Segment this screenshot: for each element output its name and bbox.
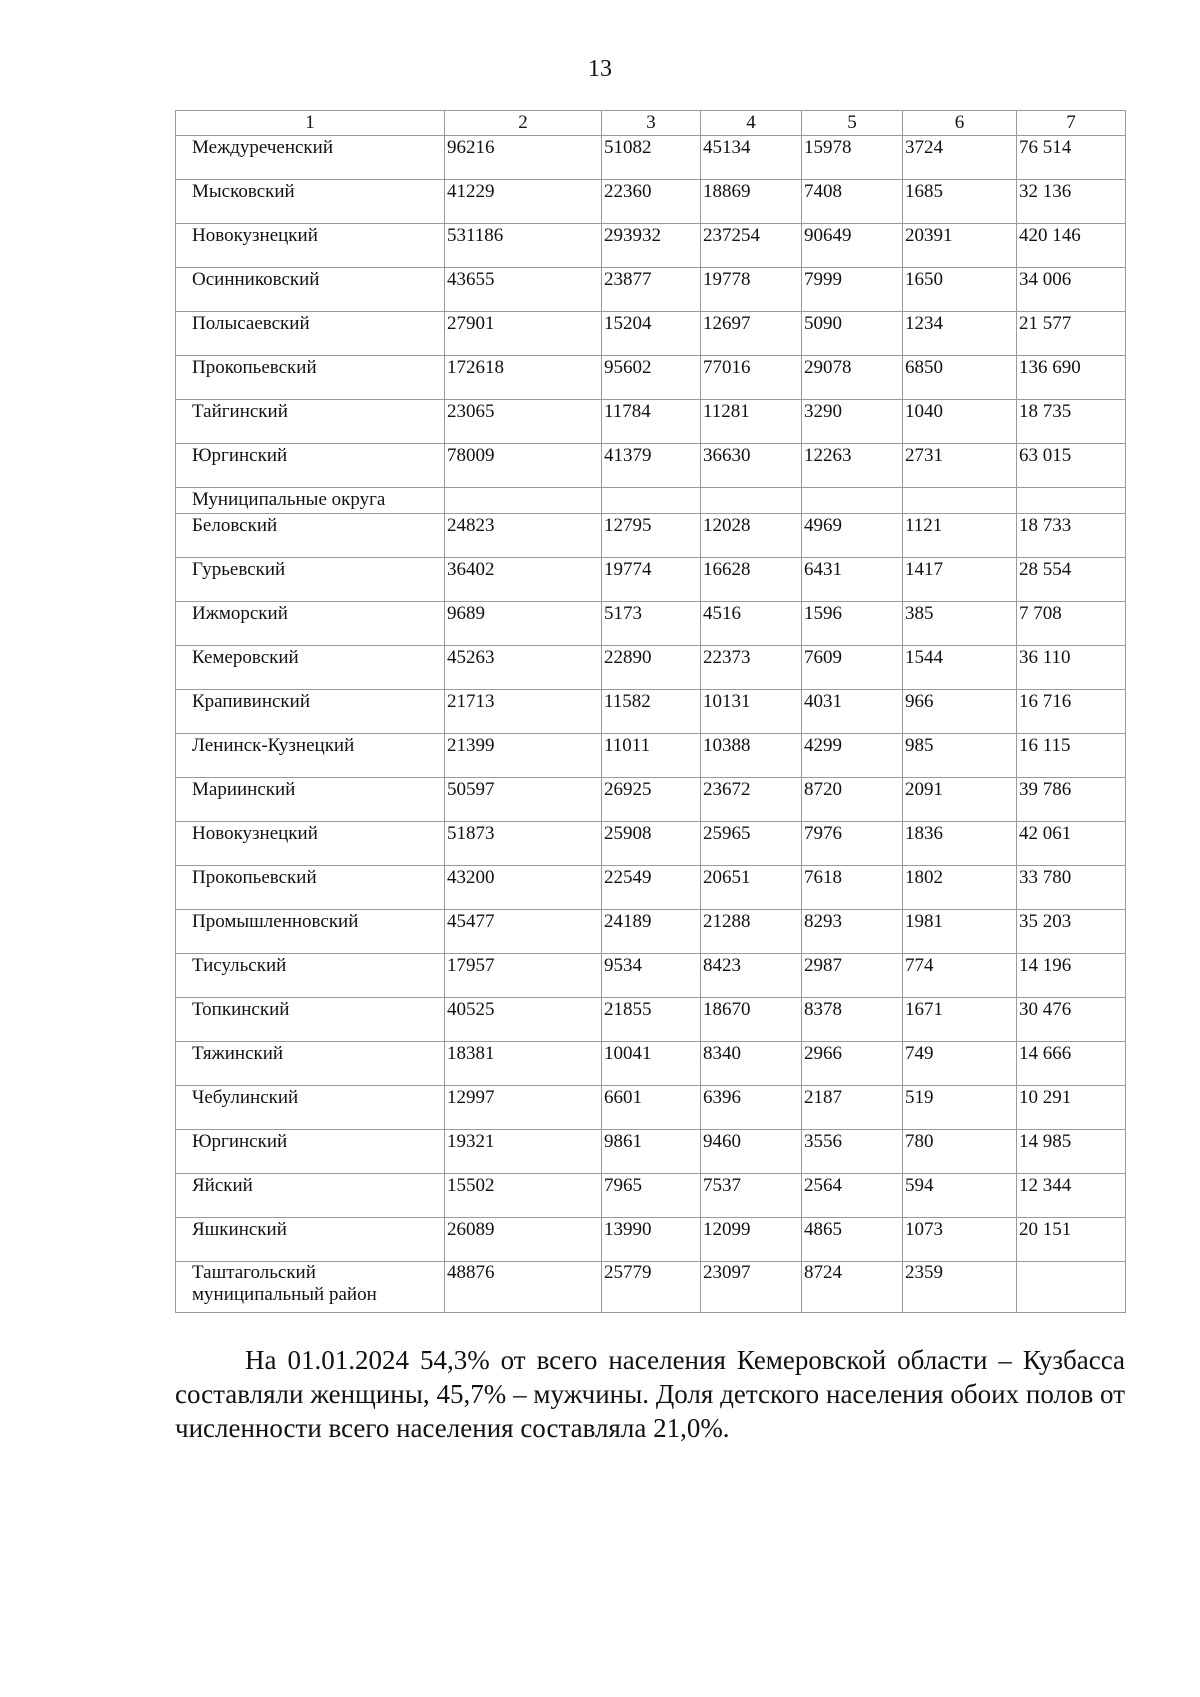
value-cell: 36630 bbox=[701, 444, 802, 488]
value-cell: 594 bbox=[903, 1174, 1017, 1218]
territory-name-cell: Кемеровский bbox=[176, 646, 445, 690]
value-cell: 43200 bbox=[445, 866, 602, 910]
table-row bbox=[176, 356, 1126, 400]
table-row bbox=[176, 1218, 1126, 1262]
value-cell: 7999 bbox=[802, 268, 903, 312]
table-row bbox=[176, 910, 1126, 954]
value-cell: 8724 bbox=[802, 1262, 903, 1313]
table-row bbox=[176, 1174, 1126, 1218]
value-cell: 76 514 bbox=[1017, 136, 1126, 180]
value-cell: 35 203 bbox=[1017, 910, 1126, 954]
value-cell: 1121 bbox=[903, 514, 1017, 558]
value-cell: 90649 bbox=[802, 224, 903, 268]
table-row bbox=[176, 558, 1126, 602]
table-row bbox=[176, 268, 1126, 312]
value-cell: 2187 bbox=[802, 1086, 903, 1130]
value-cell: 10388 bbox=[701, 734, 802, 778]
value-cell: 14 985 bbox=[1017, 1130, 1126, 1174]
value-cell: 32 136 bbox=[1017, 180, 1126, 224]
value-cell: 293932 bbox=[602, 224, 701, 268]
value-cell: 3290 bbox=[802, 400, 903, 444]
value-cell: 23672 bbox=[701, 778, 802, 822]
value-cell: 24189 bbox=[602, 910, 701, 954]
value-cell: 7618 bbox=[802, 866, 903, 910]
table-row bbox=[176, 224, 1126, 268]
territory-name-cell: Гурьевский bbox=[176, 558, 445, 602]
value-cell: 7408 bbox=[802, 180, 903, 224]
table-row bbox=[176, 998, 1126, 1042]
value-cell: 40525 bbox=[445, 998, 602, 1042]
value-cell: 15978 bbox=[802, 136, 903, 180]
value-cell: 4969 bbox=[802, 514, 903, 558]
value-cell: 13990 bbox=[602, 1218, 701, 1262]
territory-name-cell: Тисульский bbox=[176, 954, 445, 998]
value-cell: 25965 bbox=[701, 822, 802, 866]
table-row bbox=[176, 866, 1126, 910]
table-row bbox=[176, 444, 1126, 488]
territory-name-cell: Прокопьевский bbox=[176, 866, 445, 910]
value-cell: 41229 bbox=[445, 180, 602, 224]
value-cell: 26925 bbox=[602, 778, 701, 822]
value-cell: 77016 bbox=[701, 356, 802, 400]
territory-name-cell: Полысаевский bbox=[176, 312, 445, 356]
territory-name-cell: Осинниковский bbox=[176, 268, 445, 312]
value-cell: 1685 bbox=[903, 180, 1017, 224]
value-cell: 95602 bbox=[602, 356, 701, 400]
value-cell: 20 151 bbox=[1017, 1218, 1126, 1262]
value-cell: 6850 bbox=[903, 356, 1017, 400]
territory-name-cell: Ижморский bbox=[176, 602, 445, 646]
value-cell: 2987 bbox=[802, 954, 903, 998]
territory-name-cell: Чебулинский bbox=[176, 1086, 445, 1130]
value-cell: 774 bbox=[903, 954, 1017, 998]
page-number: 13 bbox=[588, 56, 612, 82]
value-cell: 15204 bbox=[602, 312, 701, 356]
value-cell: 10131 bbox=[701, 690, 802, 734]
value-cell: 18 735 bbox=[1017, 400, 1126, 444]
value-cell: 531186 bbox=[445, 224, 602, 268]
value-cell: 8293 bbox=[802, 910, 903, 954]
value-cell bbox=[602, 488, 701, 514]
table-row bbox=[176, 514, 1126, 558]
value-cell: 1544 bbox=[903, 646, 1017, 690]
value-cell: 3724 bbox=[903, 136, 1017, 180]
value-cell: 29078 bbox=[802, 356, 903, 400]
value-cell: 33 780 bbox=[1017, 866, 1126, 910]
territory-name-cell: Юргинский bbox=[176, 1130, 445, 1174]
value-cell: 78009 bbox=[445, 444, 602, 488]
territory-name-cell: Топкинский bbox=[176, 998, 445, 1042]
value-cell: 8378 bbox=[802, 998, 903, 1042]
value-cell: 19321 bbox=[445, 1130, 602, 1174]
value-cell: 12263 bbox=[802, 444, 903, 488]
value-cell: 172618 bbox=[445, 356, 602, 400]
section-header-row bbox=[176, 488, 1126, 514]
value-cell: 20651 bbox=[701, 866, 802, 910]
value-cell: 45134 bbox=[701, 136, 802, 180]
value-cell: 2091 bbox=[903, 778, 1017, 822]
value-cell: 5173 bbox=[602, 602, 701, 646]
value-cell: 8340 bbox=[701, 1042, 802, 1086]
column-header: 2 bbox=[445, 111, 602, 136]
value-cell: 42 061 bbox=[1017, 822, 1126, 866]
table-row bbox=[176, 778, 1126, 822]
summary-paragraph: На 01.01.2024 54,3% от всего населения Кемеровской области – Кузбасса составляли женщины, 45,7% – мужчины. Доля детского населения обоих полов от численности всего населения составляла 21,0%. bbox=[175, 1345, 1125, 1443]
column-header: 4 bbox=[701, 111, 802, 136]
value-cell: 9861 bbox=[602, 1130, 701, 1174]
table-header-row bbox=[176, 111, 1126, 136]
table-row bbox=[176, 602, 1126, 646]
value-cell: 1073 bbox=[903, 1218, 1017, 1262]
territory-name-cell: Муниципальные округа bbox=[176, 488, 445, 514]
value-cell: 21288 bbox=[701, 910, 802, 954]
value-cell: 17957 bbox=[445, 954, 602, 998]
territory-name-cell: Прокопьевский bbox=[176, 356, 445, 400]
value-cell: 19778 bbox=[701, 268, 802, 312]
value-cell: 18 733 bbox=[1017, 514, 1126, 558]
territory-name-cell: Новокузнецкий bbox=[176, 224, 445, 268]
value-cell bbox=[903, 488, 1017, 514]
value-cell: 96216 bbox=[445, 136, 602, 180]
value-cell: 23065 bbox=[445, 400, 602, 444]
value-cell: 50597 bbox=[445, 778, 602, 822]
territory-name-cell: Междуреченский bbox=[176, 136, 445, 180]
value-cell: 48876 bbox=[445, 1262, 602, 1313]
value-cell: 6431 bbox=[802, 558, 903, 602]
value-cell: 2564 bbox=[802, 1174, 903, 1218]
value-cell: 25779 bbox=[602, 1262, 701, 1313]
value-cell: 7965 bbox=[602, 1174, 701, 1218]
value-cell: 1802 bbox=[903, 866, 1017, 910]
column-header: 1 bbox=[176, 111, 445, 136]
value-cell: 22549 bbox=[602, 866, 701, 910]
table-row bbox=[176, 954, 1126, 998]
value-cell: 10 291 bbox=[1017, 1086, 1126, 1130]
value-cell: 16 716 bbox=[1017, 690, 1126, 734]
value-cell: 12997 bbox=[445, 1086, 602, 1130]
territory-name-cell: Новокузнецкий bbox=[176, 822, 445, 866]
value-cell: 27901 bbox=[445, 312, 602, 356]
value-cell: 1671 bbox=[903, 998, 1017, 1042]
value-cell: 1234 bbox=[903, 312, 1017, 356]
table-row bbox=[176, 822, 1126, 866]
value-cell: 4865 bbox=[802, 1218, 903, 1262]
value-cell: 519 bbox=[903, 1086, 1017, 1130]
territory-name-cell: Крапивинский bbox=[176, 690, 445, 734]
value-cell: 45263 bbox=[445, 646, 602, 690]
territory-name-cell: Мысковский bbox=[176, 180, 445, 224]
value-cell: 237254 bbox=[701, 224, 802, 268]
value-cell: 7537 bbox=[701, 1174, 802, 1218]
value-cell: 43655 bbox=[445, 268, 602, 312]
value-cell: 36 110 bbox=[1017, 646, 1126, 690]
value-cell: 22890 bbox=[602, 646, 701, 690]
territory-name-cell: Тайгинский bbox=[176, 400, 445, 444]
value-cell: 28 554 bbox=[1017, 558, 1126, 602]
value-cell bbox=[701, 488, 802, 514]
value-cell: 21 577 bbox=[1017, 312, 1126, 356]
territory-name-cell: Юргинский bbox=[176, 444, 445, 488]
value-cell: 23097 bbox=[701, 1262, 802, 1313]
value-cell: 21713 bbox=[445, 690, 602, 734]
column-header: 7 bbox=[1017, 111, 1126, 136]
value-cell: 4516 bbox=[701, 602, 802, 646]
value-cell bbox=[1017, 488, 1126, 514]
table-row bbox=[176, 1086, 1126, 1130]
value-cell: 12795 bbox=[602, 514, 701, 558]
value-cell: 8720 bbox=[802, 778, 903, 822]
territory-name-cell: Яшкинский bbox=[176, 1218, 445, 1262]
value-cell: 1040 bbox=[903, 400, 1017, 444]
table-row bbox=[176, 1130, 1126, 1174]
value-cell: 8423 bbox=[701, 954, 802, 998]
population-table bbox=[175, 110, 1126, 1313]
value-cell: 45477 bbox=[445, 910, 602, 954]
value-cell: 39 786 bbox=[1017, 778, 1126, 822]
table-row bbox=[176, 136, 1126, 180]
value-cell: 3556 bbox=[802, 1130, 903, 1174]
value-cell: 749 bbox=[903, 1042, 1017, 1086]
value-cell: 16 115 bbox=[1017, 734, 1126, 778]
value-cell: 4031 bbox=[802, 690, 903, 734]
value-cell: 4299 bbox=[802, 734, 903, 778]
territory-name-cell: Беловский bbox=[176, 514, 445, 558]
value-cell: 7609 bbox=[802, 646, 903, 690]
value-cell: 5090 bbox=[802, 312, 903, 356]
table-row bbox=[176, 180, 1126, 224]
column-header: 3 bbox=[602, 111, 701, 136]
value-cell: 7976 bbox=[802, 822, 903, 866]
value-cell: 51082 bbox=[602, 136, 701, 180]
value-cell: 1650 bbox=[903, 268, 1017, 312]
territory-name-cell: Таштагольский муниципальный район bbox=[176, 1262, 445, 1313]
value-cell bbox=[1017, 1262, 1126, 1313]
column-header: 5 bbox=[802, 111, 903, 136]
value-cell: 9460 bbox=[701, 1130, 802, 1174]
value-cell: 19774 bbox=[602, 558, 701, 602]
value-cell: 18670 bbox=[701, 998, 802, 1042]
value-cell: 1981 bbox=[903, 910, 1017, 954]
territory-name-cell: Тяжинский bbox=[176, 1042, 445, 1086]
value-cell: 21855 bbox=[602, 998, 701, 1042]
value-cell: 14 666 bbox=[1017, 1042, 1126, 1086]
value-cell: 985 bbox=[903, 734, 1017, 778]
value-cell: 1836 bbox=[903, 822, 1017, 866]
value-cell: 966 bbox=[903, 690, 1017, 734]
value-cell: 18381 bbox=[445, 1042, 602, 1086]
value-cell: 9689 bbox=[445, 602, 602, 646]
value-cell: 23877 bbox=[602, 268, 701, 312]
value-cell: 385 bbox=[903, 602, 1017, 646]
value-cell: 41379 bbox=[602, 444, 701, 488]
table-row bbox=[176, 1262, 1126, 1313]
table-row bbox=[176, 646, 1126, 690]
value-cell: 18869 bbox=[701, 180, 802, 224]
value-cell: 12099 bbox=[701, 1218, 802, 1262]
value-cell: 2359 bbox=[903, 1262, 1017, 1313]
value-cell: 11011 bbox=[602, 734, 701, 778]
value-cell: 420 146 bbox=[1017, 224, 1126, 268]
value-cell: 1596 bbox=[802, 602, 903, 646]
value-cell: 12697 bbox=[701, 312, 802, 356]
value-cell: 1417 bbox=[903, 558, 1017, 602]
value-cell: 136 690 bbox=[1017, 356, 1126, 400]
value-cell: 21399 bbox=[445, 734, 602, 778]
value-cell: 6396 bbox=[701, 1086, 802, 1130]
column-header: 6 bbox=[903, 111, 1017, 136]
territory-name-cell: Промышленновский bbox=[176, 910, 445, 954]
value-cell: 11784 bbox=[602, 400, 701, 444]
value-cell: 24823 bbox=[445, 514, 602, 558]
value-cell: 16628 bbox=[701, 558, 802, 602]
value-cell: 10041 bbox=[602, 1042, 701, 1086]
table-row bbox=[176, 734, 1126, 778]
value-cell: 6601 bbox=[602, 1086, 701, 1130]
value-cell: 25908 bbox=[602, 822, 701, 866]
table-row bbox=[176, 690, 1126, 734]
value-cell: 22360 bbox=[602, 180, 701, 224]
value-cell: 51873 bbox=[445, 822, 602, 866]
territory-name-cell: Мариинский bbox=[176, 778, 445, 822]
value-cell: 2966 bbox=[802, 1042, 903, 1086]
value-cell bbox=[802, 488, 903, 514]
value-cell: 30 476 bbox=[1017, 998, 1126, 1042]
value-cell: 11281 bbox=[701, 400, 802, 444]
value-cell: 15502 bbox=[445, 1174, 602, 1218]
territory-name-cell: Ленинск-Кузнецкий bbox=[176, 734, 445, 778]
table-row bbox=[176, 312, 1126, 356]
value-cell: 14 196 bbox=[1017, 954, 1126, 998]
value-cell: 12028 bbox=[701, 514, 802, 558]
value-cell: 36402 bbox=[445, 558, 602, 602]
value-cell: 12 344 bbox=[1017, 1174, 1126, 1218]
value-cell: 26089 bbox=[445, 1218, 602, 1262]
value-cell: 9534 bbox=[602, 954, 701, 998]
value-cell bbox=[445, 488, 602, 514]
value-cell: 34 006 bbox=[1017, 268, 1126, 312]
value-cell: 20391 bbox=[903, 224, 1017, 268]
table-row bbox=[176, 400, 1126, 444]
value-cell: 63 015 bbox=[1017, 444, 1126, 488]
territory-name-cell: Яйский bbox=[176, 1174, 445, 1218]
table-row bbox=[176, 1042, 1126, 1086]
value-cell: 2731 bbox=[903, 444, 1017, 488]
value-cell: 780 bbox=[903, 1130, 1017, 1174]
value-cell: 7 708 bbox=[1017, 602, 1126, 646]
value-cell: 11582 bbox=[602, 690, 701, 734]
value-cell: 22373 bbox=[701, 646, 802, 690]
table-body bbox=[176, 136, 1126, 1313]
